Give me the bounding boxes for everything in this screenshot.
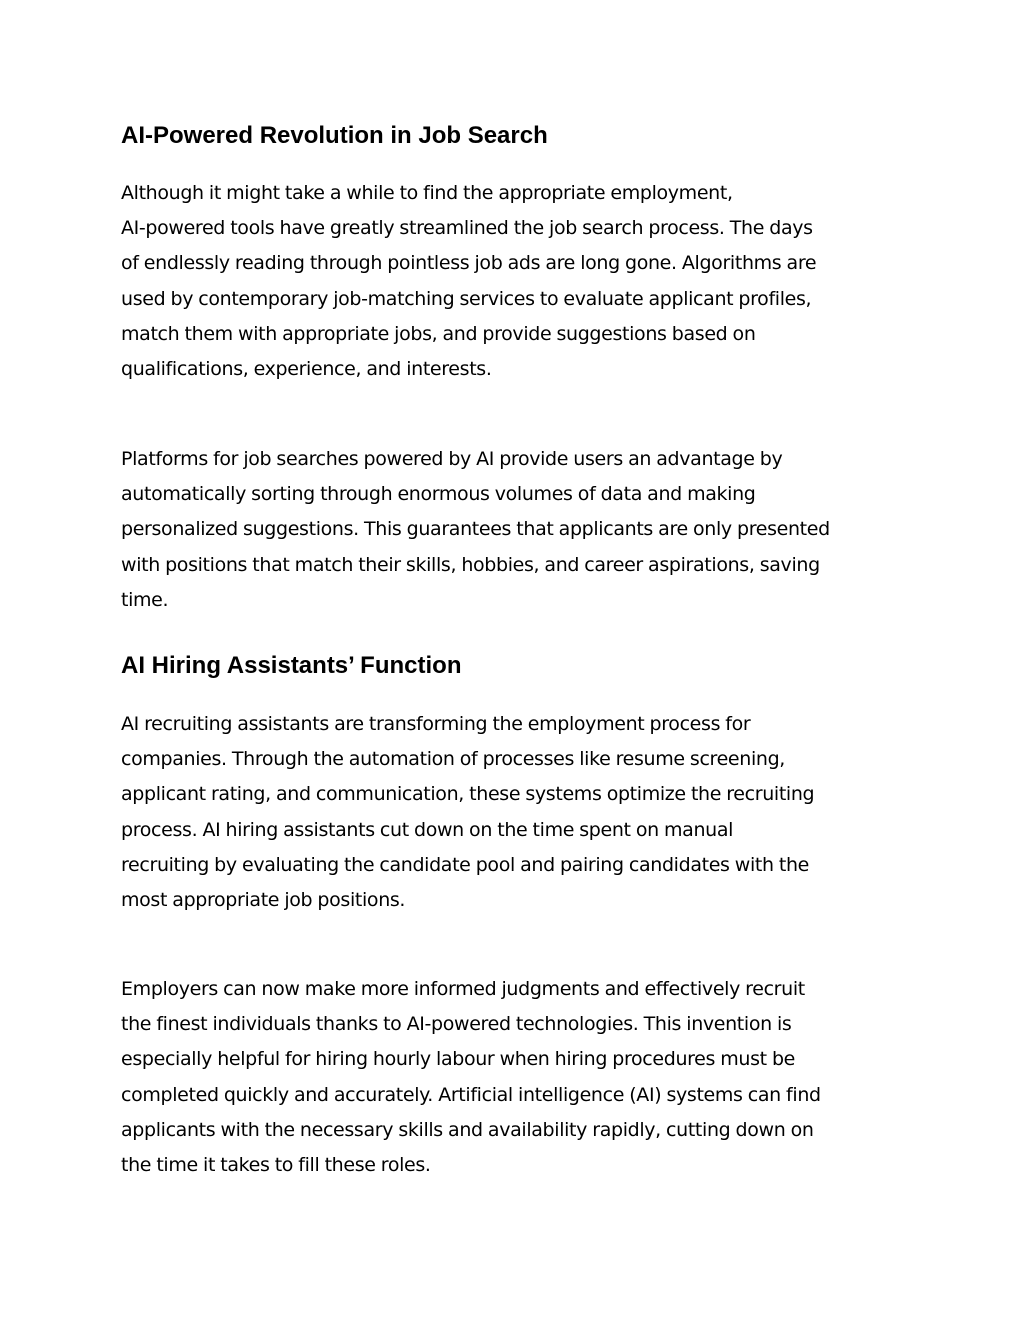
text-line: match them with appropriate jobs, and provide suggestions based on (121, 322, 756, 345)
text-line: with positions that match their skills, hobbies, and career aspirations, saving (121, 553, 820, 576)
text-line: companies. Through the automation of processes like resume screening, (121, 748, 785, 771)
text-line: automatically sorting through enormous volumes of data and making (121, 483, 756, 506)
text-line: AI-powered tools have greatly streamlined the job search process. The days (121, 217, 813, 240)
text-line: most appropriate job positions. (121, 889, 406, 912)
text-line: applicant rating, and communication, these systems optimize the recruiting (121, 783, 815, 806)
text-line: applicants with the necessary skills and availability rapidly, cutting down on (121, 1118, 814, 1141)
text-line: personalized suggestions. This guarantees that applicants are only presented (121, 518, 830, 541)
text-line: qualifications, experience, and interests. (121, 358, 492, 381)
text-line: process. AI hiring assistants cut down on the time spent on manual (121, 818, 734, 841)
text-line: the time it takes to fill these roles. (121, 1154, 431, 1177)
text-line: recruiting by evaluating the candidate pool and pairing candidates with the (121, 853, 810, 876)
text-line: of endlessly reading through pointless job ads are long gone. Algorithms are (121, 252, 817, 275)
text-line: Employers can now make more informed judgments and effectively recruit (121, 978, 805, 1000)
section-heading-job-search: AI-Powered Revolution in Job Search (121, 122, 548, 149)
text-line: AI recruiting assistants are transforming the employment process for (121, 713, 751, 735)
text-line: the finest individuals thanks to AI-powered technologies. This invention is (121, 1013, 792, 1036)
text-line: Although it might take a while to find the appropriate employment, (121, 182, 733, 204)
paragraph-hiring-assistants-intro (121, 707, 911, 918)
text-line: Platforms for job searches powered by AI provide users an advantage by (121, 448, 783, 470)
paragraph-job-search-intro (121, 176, 911, 387)
paragraph-hiring-assistants-employers (121, 972, 911, 1183)
text-line: time. (121, 588, 169, 611)
text-line: completed quickly and accurately. Artificial intelligence (AI) systems can find (121, 1083, 821, 1106)
text-line: especially helpful for hiring hourly labour when hiring procedures must be (121, 1048, 796, 1071)
section-heading-hiring-assistants: AI Hiring Assistants’ Function (121, 652, 462, 679)
text-line: used by contemporary job-matching services to evaluate applicant profiles, (121, 287, 812, 310)
paragraph-job-search-platforms (121, 442, 911, 618)
